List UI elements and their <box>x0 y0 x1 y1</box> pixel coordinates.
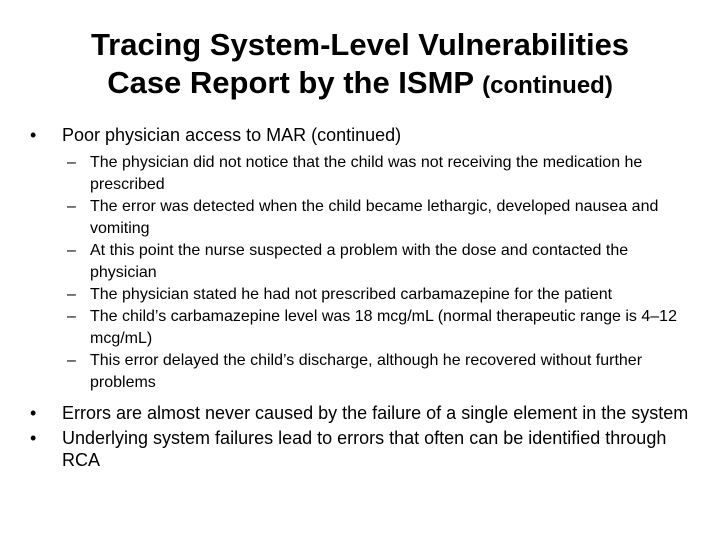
bullet-item-1 <box>30 124 695 146</box>
slide-title <box>20 26 700 105</box>
bullet-text: Underlying system failures lead to errors that often can be identified through RCA <box>62 428 667 470</box>
title-line-2-main: Case Report by the ISMP <box>107 65 474 100</box>
sub-bullet-item-6 <box>30 350 695 394</box>
sub-bullet-text: This error delayed the child’s discharge, although he recovered without further problems <box>90 352 643 391</box>
sub-bullet-item-4 <box>30 284 695 306</box>
title-line-2 <box>20 64 700 105</box>
spacer <box>30 394 695 402</box>
sub-bullet-text: At this point the nurse suspected a problem with the dose and contacted the physician <box>90 242 629 281</box>
bullet-item-3 <box>30 427 695 471</box>
sub-bullet-text: The error was detected when the child became lethargic, developed nausea and vomiting <box>90 198 659 237</box>
sub-bullet-item-2 <box>30 196 695 240</box>
sub-bullet-list <box>30 152 695 394</box>
sub-bullet-item-5 <box>30 306 695 350</box>
sub-bullet-text: The physician stated he had not prescribed carbamazepine for the patient <box>90 286 613 303</box>
sub-bullet-text: The child’s carbamazepine level was 18 mcg/mL (normal therapeutic range is 4–12 mcg/mL) <box>90 308 677 347</box>
bullet-marker: • <box>30 125 37 145</box>
bullet-text: Errors are almost never caused by the failure of a single element in the system <box>62 403 689 423</box>
sub-bullet-item-1 <box>30 152 695 196</box>
bullet-marker: • <box>30 403 37 423</box>
title-line-1: Tracing System-Level Vulnerabilities <box>90 27 630 62</box>
slide-body <box>30 124 695 471</box>
sub-bullet-item-3 <box>30 240 695 284</box>
bullet-marker: • <box>30 428 37 448</box>
dash-marker: – <box>67 242 76 259</box>
bullet-text: Poor physician access to MAR (continued) <box>62 125 402 145</box>
sub-bullet-text: The physician did not notice that the child was not receiving the medication he prescribed <box>90 154 643 193</box>
dash-marker: – <box>67 286 76 303</box>
dash-marker: – <box>67 308 76 325</box>
dash-marker: – <box>67 198 76 215</box>
bullet-item-2 <box>30 402 695 424</box>
dash-marker: – <box>67 154 76 171</box>
title-continued: (continued) <box>482 72 613 99</box>
dash-marker: – <box>67 352 76 369</box>
